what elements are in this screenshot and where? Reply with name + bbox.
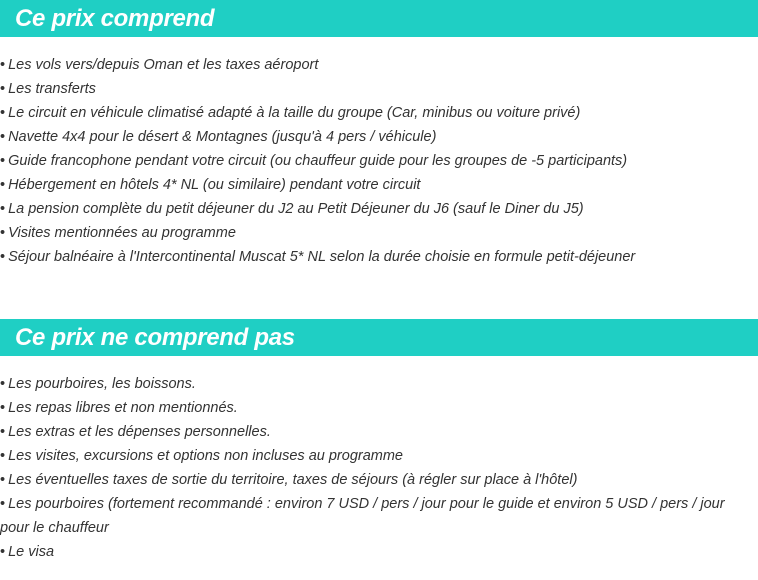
list-item [0,53,758,77]
bullet-icon: • [0,105,6,121]
list-item [0,221,758,245]
list-item-text: Les éventuelles taxes de sortie du territoire, taxes de séjours (à régler sur place à l'hôtel) [8,472,578,488]
bullet-icon: • [0,472,6,488]
list-item-text: Les visites, excursions et options non incluses au programme [8,448,403,464]
excluded-section-header [0,319,758,356]
list-item-text: Navette 4x4 pour le désert & Montagnes (jusqu'à 4 pers / véhicule) [8,129,437,145]
included-section-header [0,0,758,37]
excluded-items-list [0,372,758,564]
bullet-icon: • [0,201,6,217]
list-item [0,468,758,492]
list-item-text: Le circuit en véhicule climatisé adapté à la taille du groupe (Car, minibus ou voiture privé) [8,105,581,121]
bullet-icon: • [0,225,6,241]
bullet-icon: • [0,376,6,392]
list-item [0,77,758,101]
bullet-icon: • [0,81,6,97]
list-item-text: Séjour balnéaire à l'Intercontinental Muscat 5* NL selon la durée choisie en formule petit-déjeuner [8,249,636,265]
bullet-icon: • [0,57,6,73]
list-item [0,149,758,173]
bullet-icon: • [0,424,6,440]
list-item-text: Hébergement en hôtels 4* NL (ou similaire) pendant votre circuit [8,177,421,193]
list-item-text: Guide francophone pendant votre circuit (ou chauffeur guide pour les groupes de -5 participants) [8,153,628,169]
list-item [0,540,758,564]
list-item [0,197,758,221]
list-item [0,420,758,444]
bullet-icon: • [0,177,6,193]
list-item [0,125,758,149]
excluded-section-title: Ce prix ne comprend pas [15,324,295,351]
list-item [0,396,758,420]
list-item [0,372,758,396]
list-item-text: Visites mentionnées au programme [8,225,236,241]
bullet-icon: • [0,129,6,145]
list-item-text: Les extras et les dépenses personnelles. [8,424,271,440]
list-item-text: La pension complète du petit déjeuner du J2 au Petit Déjeuner du J6 (sauf le Diner du J5) [8,201,584,217]
list-item-text: Les transferts [8,81,96,97]
bullet-icon: • [0,544,6,560]
list-item [0,444,758,468]
list-item [0,492,758,540]
bullet-icon: • [0,249,6,265]
bullet-icon: • [0,496,6,512]
bullet-icon: • [0,448,6,464]
bullet-icon: • [0,153,6,169]
list-item [0,245,758,269]
list-item-text: Les vols vers/depuis Oman et les taxes aéroport [8,57,319,73]
list-item [0,101,758,125]
list-item-text: Les pourboires, les boissons. [8,376,196,392]
list-item-text: Les repas libres et non mentionnés. [8,400,238,416]
bullet-icon: • [0,400,6,416]
list-item [0,173,758,197]
list-item-text: Les pourboires (fortement recommandé : environ 7 USD / pers / jour pour le guide et environ 5 USD / pers / jour pour le chauffeur [0,496,725,536]
list-item-text: Le visa [8,544,55,560]
included-section-title: Ce prix comprend [15,5,215,32]
included-items-list [0,53,758,269]
